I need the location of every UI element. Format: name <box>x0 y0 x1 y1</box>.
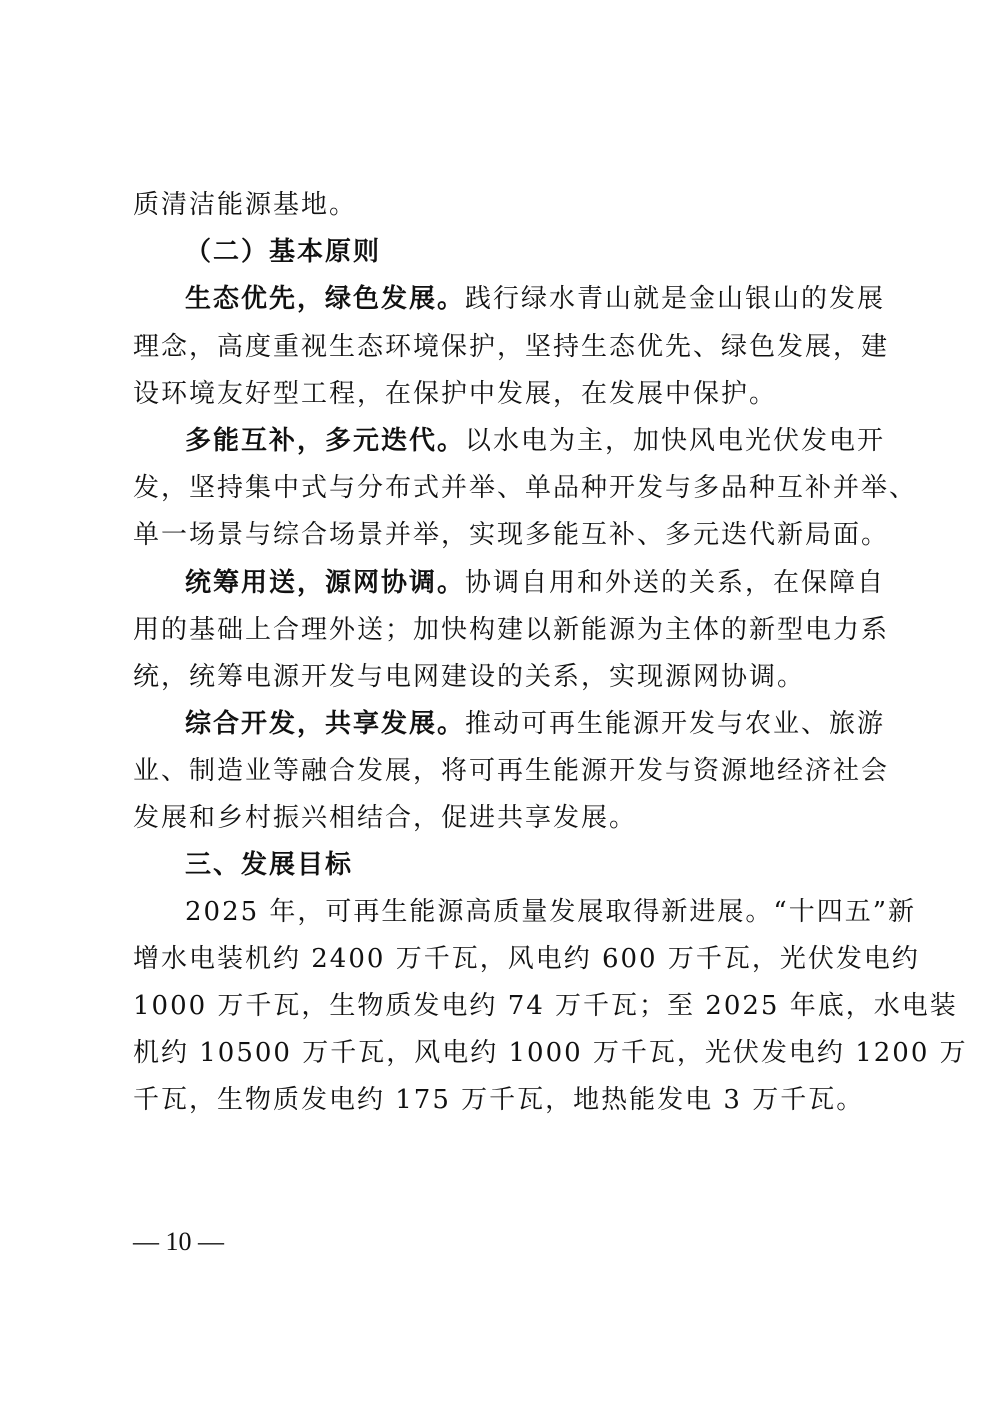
text: 推动可再生能源开发与农业、旅游 <box>465 709 886 739</box>
paragraph-line <box>185 890 917 934</box>
principle-title: 生态优先，绿色发展。 <box>185 284 466 314</box>
paragraph-line <box>133 325 890 369</box>
principle-title: 统筹用送，源网协调。 <box>185 568 466 598</box>
paragraph-line <box>133 1031 968 1075</box>
heading-text: 三、发展目标 <box>185 850 354 880</box>
text: 机约 10500 万千瓦，风电约 1000 万千瓦，光伏发电约 1200 万 <box>133 1038 968 1068</box>
paragraph-line <box>133 655 859 699</box>
text: 质清洁能源基地。 <box>133 190 358 220</box>
paragraph-line <box>133 513 890 557</box>
text: 用的基础上合理外送；加快构建以新能源为主体的新型电力系 <box>133 615 890 645</box>
paragraph-line <box>185 419 886 463</box>
paragraph-line <box>133 984 958 1028</box>
section-heading <box>185 230 859 274</box>
paragraph-line <box>133 1078 865 1122</box>
text: 业、制造业等融合发展，将可再生能源开发与资源地经济社会 <box>133 756 890 786</box>
text: 设环境友好型工程，在保护中发展，在发展中保护。 <box>133 379 778 409</box>
paragraph-line <box>185 702 886 746</box>
text: 1000 万千瓦，生物质发电约 74 万千瓦；至 2025 年底，水电装 <box>133 991 958 1021</box>
paragraph-line <box>133 466 918 510</box>
paragraph-line <box>133 796 859 840</box>
text: 单一场景与综合场景并举，实现多能互补、多元迭代新局面。 <box>133 520 890 550</box>
paragraph-line <box>185 277 886 321</box>
text: 发展和乡村振兴相结合，促进共享发展。 <box>133 803 638 833</box>
text: 理念，高度重视生态环境保护，坚持生态优先、绿色发展，建 <box>133 332 890 362</box>
principle-title: 多能互补，多元迭代。 <box>185 426 466 456</box>
text: 2025 年，可再生能源高质量发展取得新进展。“十四五”新 <box>185 897 917 927</box>
paragraph-line <box>133 749 890 793</box>
text: 践行绿水青山就是金山银山的发展 <box>465 284 886 314</box>
paragraph-line <box>133 372 859 416</box>
principle-title: 综合开发，共享发展。 <box>185 709 466 739</box>
paragraph-line <box>133 937 920 981</box>
text: 协调自用和外送的关系，在保障自 <box>465 568 886 598</box>
text: 千瓦，生物质发电约 175 万千瓦，地热能发电 3 万千瓦。 <box>133 1085 865 1115</box>
paragraph-line <box>185 561 886 605</box>
paragraph-line <box>133 608 890 652</box>
text: 增水电装机约 2400 万千瓦，风电约 600 万千瓦，光伏发电约 <box>133 944 920 974</box>
heading-text: （二）基本原则 <box>185 237 382 267</box>
text: 发，坚持集中式与分布式并举、单品种开发与多品种互补并举、 <box>133 473 918 503</box>
paragraph-line <box>133 183 859 227</box>
text: 以水电为主，加快风电光伏发电开 <box>465 426 886 456</box>
text: 统，统筹电源开发与电网建设的关系，实现源网协调。 <box>133 662 806 692</box>
page-number: — 10 — <box>133 1227 224 1256</box>
section-heading <box>185 843 859 887</box>
